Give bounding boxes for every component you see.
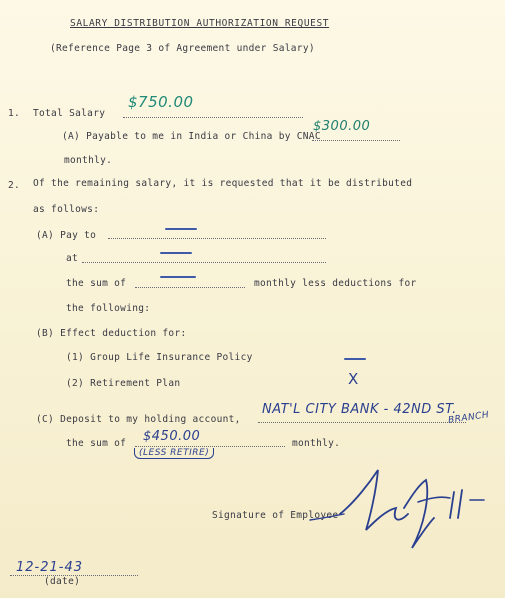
- item2-a-sum-prefix: the sum of: [66, 278, 127, 289]
- total-salary-line: [123, 117, 303, 118]
- deposit-sum-value: $450.00: [143, 429, 201, 444]
- life-insurance-dash: [344, 358, 366, 360]
- cnac-amount-line: [312, 140, 400, 141]
- handwritten-signature: [300, 462, 495, 552]
- pay-to-dash: [165, 228, 197, 230]
- item2-a-following: the following:: [66, 303, 151, 314]
- item2-number: 2.: [8, 180, 21, 191]
- item1-a-suffix: monthly.: [64, 155, 113, 166]
- account-branch: BRANCH: [447, 410, 490, 426]
- at-dash: [160, 252, 192, 254]
- item1-a-label: (A) Payable to me in India or China by CNAC: [62, 131, 321, 142]
- item2-b2-label: (2) Retirement Plan: [66, 378, 181, 389]
- item1-label: Total Salary: [33, 108, 106, 119]
- form-title: SALARY DISTRIBUTION AUTHORIZATION REQUEST: [70, 18, 330, 29]
- item1-number: 1.: [8, 108, 21, 119]
- item2-a-sum-suffix: monthly less deductions for: [254, 278, 417, 289]
- item2-a-at: at: [66, 253, 79, 264]
- item2-c-label: (C) Deposit to my holding account,: [36, 414, 241, 425]
- item2-b1-label: (1) Group Life Insurance Policy: [66, 352, 253, 363]
- retirement-mark: X: [348, 370, 359, 388]
- pay-to-line: [108, 238, 326, 239]
- item2-c-sum-prefix: the sum of: [66, 438, 127, 449]
- item2-b-label: (B) Effect deduction for:: [36, 328, 187, 339]
- account-line: [258, 422, 466, 423]
- item2-intro-line2: as follows:: [33, 204, 100, 215]
- item2-c-sum-suffix: monthly.: [292, 438, 341, 449]
- sum-line: [135, 287, 245, 288]
- total-salary-value: $750.00: [128, 93, 194, 111]
- deposit-sum-note: (LESS RETIRE): [134, 448, 214, 459]
- item2-intro-line1: Of the remaining salary, it is requested that it be distributed: [33, 178, 413, 189]
- signature-label: Signature of Employee: [212, 510, 339, 521]
- item2-a-label: (A) Pay to: [36, 230, 97, 241]
- form-subtitle: (Reference Page 3 of Agreement under Salary): [50, 43, 315, 54]
- date-label: (date): [44, 576, 81, 587]
- account-value: NAT'L CITY BANK - 42ND ST.: [262, 402, 457, 417]
- sum-dash: [160, 276, 196, 278]
- at-line: [82, 262, 326, 263]
- date-value: 12-21-43: [16, 560, 84, 575]
- deposit-sum-line: [135, 446, 285, 447]
- cnac-amount-value: $300.00: [313, 119, 371, 134]
